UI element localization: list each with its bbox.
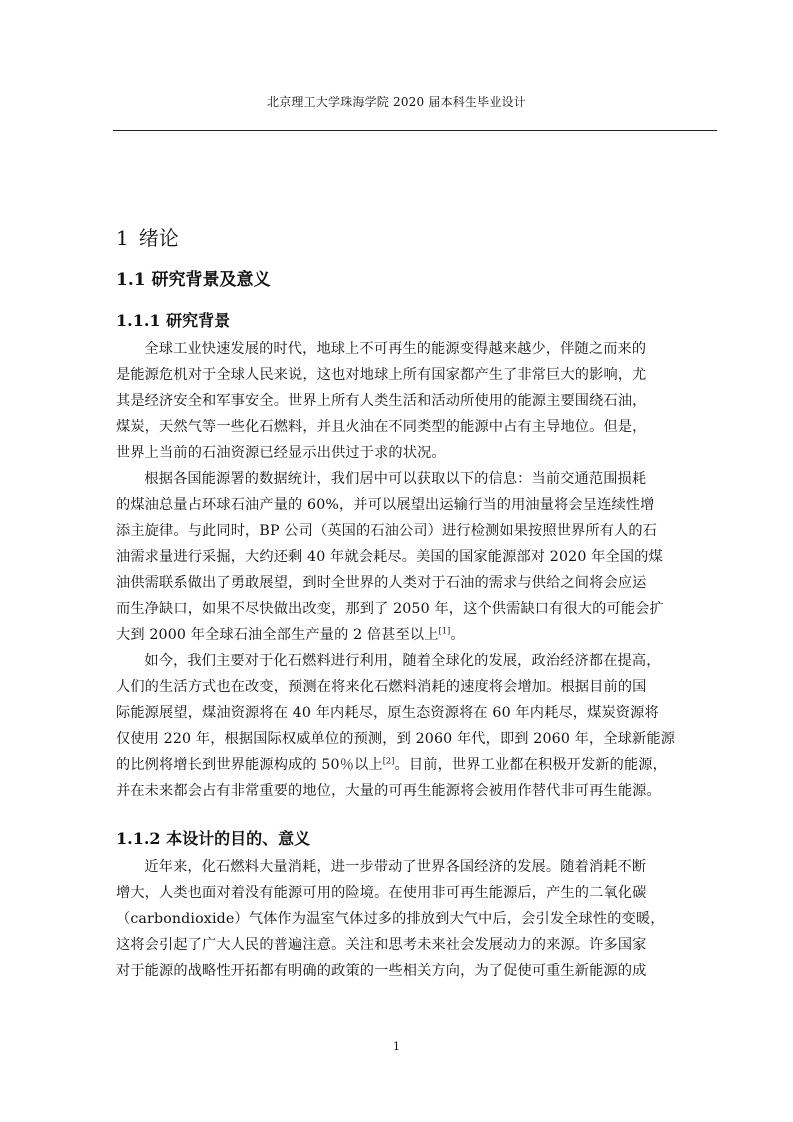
paragraph-line: 全球工业快速发展的时代，地球上不可再生的能源变得越来越少，伴随之而来的 [144,341,647,357]
paragraph-4 [116,854,716,984]
paragraph-line: 煤炭，天然气等一些化石燃料，并且火油在不同类型的能源中占有主导地位。但是， [116,419,647,435]
section-heading: 1.1 研究背景及意义 [116,270,271,290]
paragraph-line: 的煤油总量占环球石油产量的 60%，并可以展望出运输行当的用油量将会呈连续性增 [116,497,655,513]
chapter-title: 绪论 [138,226,179,250]
paragraph-line: 增大，人类也面对着没有能源可用的险境。在使用非可再生能源后，产生的二氧化碳 [116,885,647,901]
paragraph-line: 如今，我们主要对于化石燃料进行利用，随着全球化的发展，政治经济都在提高， [144,653,661,669]
paragraph-2 [116,466,716,648]
chapter-number: 1 [116,226,129,250]
paragraph-line: 根据各国能源署的数据统计，我们居中可以获取以下的信息：当前交通范围损耗 [144,471,647,487]
paragraph-line: 而生净缺口，如果不尽快做出改变，那到了 2050 年，这个供需缺口有很大的可能会扩 [116,601,664,617]
paragraph-line: 仅使用 220 年，根据国际权威单位的预测，到 2060 年代，即到 2060 年，全球新能源 [116,731,676,747]
line-text: 的比例将增长到世界能源构成的 50％以上 [116,757,383,773]
paragraph-line: （carbondioxide）气体作为温室气体过多的排放到大气中后，会引发全球性的变暖， [116,911,665,927]
header-divider [113,130,717,131]
running-header: 北京理工大学珠海学院 2020 届本科生毕业设计 [267,95,526,109]
line-text: 大到 2000 年全球石油全部生产量的 2 倍甚至以上 [116,627,439,643]
line-text: 。目前，世界工业都在积极开发新的能源， [394,757,667,773]
paragraph-line: 世界上当前的石油资源已经显示出供过于求的状况。 [116,445,446,461]
paragraph-line: 并在未来都会占有非常重要的地位，大量的可再生能源将会被用作替代非可再生能源。 [116,783,661,799]
paragraph-1 [116,336,716,466]
paragraph-line: 添主旋律。与此同时，BP 公司（英国的石油公司）进行检测如果按照世界所有人的石 [116,523,658,539]
page-body [116,222,716,984]
paragraph-line [116,752,716,778]
citation-ref[interactable]: [1] [438,626,451,636]
paragraph-line: 油需求量进行采掘，大约还剩 40 年就会耗尽。美国的国家能源部对 2020 年全国的煤 [116,549,663,565]
paragraph-line: 近年来，化石燃料大量消耗，进一步带动了世界各国经济的发展。随着消耗不断 [144,859,647,875]
page-number: 1 [393,1040,400,1053]
citation-ref[interactable]: [2] [382,756,395,766]
subsection-heading-background: 1.1.1 研究背景 [116,311,231,330]
paragraph-line: 人们的生活方式也在改变，预测在将来化石燃料消耗的速度将会增加。根据目前的国 [116,679,647,695]
paragraph-line: 际能源展望，煤油资源将在 40 年内耗尽，原生态资源将在 60 年内耗尽，煤炭资源将 [116,705,659,721]
line-text: 。 [450,627,465,643]
chapter-heading [116,222,716,254]
paragraph-line: 对于能源的战略性开拓都有明确的政策的一些相关方向，为了促使可重生新能源的成 [116,963,647,979]
subsection-heading-purpose: 1.1.2 本设计的目的、意义 [116,829,311,848]
paragraph-line: 是能源危机对于全球人民来说，这也对地球上所有国家都产生了非常巨大的影响，尤 [116,367,647,383]
paragraph-line: 这将会引起了广大人民的普遍注意。关注和思考未来社会发展动力的来源。许多国家 [116,937,647,953]
paragraph-line: 油供需联系做出了勇敢展望，到时全世界的人类对于石油的需求与供给之间将会应运 [116,575,647,591]
paragraph-line [116,622,716,648]
paragraph-line: 其是经济安全和军事安全。世界上所有人类生活和活动所使用的能源主要围绕石油， [116,393,647,409]
paragraph-3 [116,648,716,804]
